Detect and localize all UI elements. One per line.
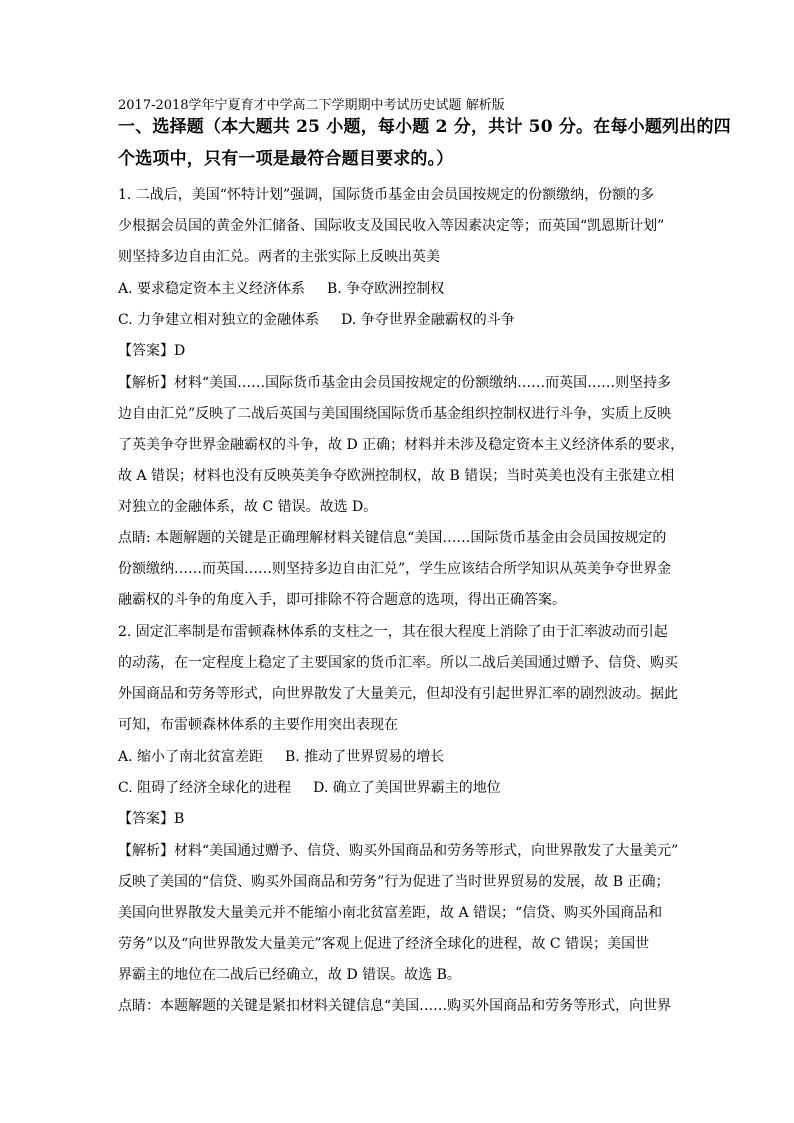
q1-option-d: D. 争夺世界金融霸权的斗争 — [341, 312, 515, 328]
q2-stem-line: 可知，布雷顿森林体系的主要作用突出表现在 — [118, 717, 398, 733]
q1-answer: 【答案】D — [118, 343, 186, 359]
q1-stem-line: 少根据会员国的黄金外汇储备、国际收支及国民收入等因素决定等；而英国“凯恩斯计划” — [118, 218, 665, 234]
q1-tip-line: 融霸权的斗争的角度入手，即可排除不符合题意的选项，得出正确答案。 — [118, 592, 566, 608]
q1-analysis-line: 边自由汇兑”反映了二战后英国与美国围绕国际货币基金组织控制权进行斗争，实质上反映 — [118, 406, 672, 422]
document-title: 2017-2018学年宁夏育才中学高二下学期期中考试历史试题 解析版 — [118, 98, 505, 113]
q1-option-a: A. 要求稳定资本主义经济体系 — [118, 281, 306, 297]
section-heading-line-1: 一、选择题（本大题共 25 小题，每小题 2 分，共计 50 分。在每小题列出的四 — [118, 117, 731, 137]
q1-tip-line: 份额缴纳……而英国……则坚持多边自由汇兑”，学生应该结合所学知识从英美争夺世界金 — [118, 561, 672, 577]
q1-stem-line: 则坚持多边自由汇兑。两者的主张实际上反映出英美 — [118, 249, 440, 265]
q2-stem-line: 外国商品和劳务等形式，向世界散发了大量美元，但却没有引起世界汇率的剧烈波动。据此 — [118, 686, 678, 702]
q2-options-row-2 — [118, 778, 501, 798]
q2-analysis-line: 界霸主的地位在二战后已经确立，故 D 错误。故选 B。 — [118, 967, 461, 983]
q2-option-b: B. 推动了世界贸易的增长 — [285, 749, 445, 765]
q2-stem-line: 的动荡，在一定程度上稳定了主要国家的货币汇率。所以二战后美国通过赠予、信贷、购买 — [118, 655, 678, 671]
q1-analysis-line: 【解析】材料“美国……国际货币基金由会员国按规定的份额缴纳……而英国……则坚持多 — [118, 375, 672, 391]
q1-stem-line: 1. 二战后，美国“怀特计划”强调，国际货币基金由会员国按规定的份额缴纳，份额的多 — [118, 187, 655, 203]
q2-option-c: C. 阻碍了经济全球化的进程 — [118, 780, 292, 796]
q2-answer: 【答案】B — [118, 811, 185, 827]
q2-analysis-line: 【解析】材料“美国通过赠予、信贷、购买外国商品和劳务等形式，向世界散发了大量美元” — [118, 843, 679, 859]
q1-tip-line: 点睛: 本题解题的关键是正确理解材料关键信息“美国……国际货币基金由会员国按规定的 — [118, 530, 667, 546]
q1-option-c: C. 力争建立相对独立的金融体系 — [118, 312, 320, 328]
q2-options-row-1 — [118, 747, 444, 767]
q2-analysis-line: 美国向世界散发大量美元并不能缩小南北贫富差距，故 A 错误；“信贷、购买外国商品和 — [118, 905, 663, 921]
q2-option-a: A. 缩小了南北贫富差距 — [118, 749, 264, 765]
q2-option-d: D. 确立了美国世界霸主的地位 — [313, 780, 501, 796]
q1-options-row-2 — [118, 310, 515, 330]
q1-analysis-line: 对独立的金融体系，故 C 错误。故选 D。 — [118, 499, 378, 515]
q2-analysis-line: 劳务”以及“向世界散发大量美元”客观上促进了经济全球化的进程，故 C 错误；美国世 — [118, 936, 650, 952]
q2-stem-line: 2. 固定汇率制是布雷顿森林体系的支柱之一，其在很大程度上消除了由于汇率波动而引起 — [118, 624, 668, 640]
q2-analysis-line: 反映了美国的“信贷、购买外国商品和劳务”行为促进了当时世界贸易的发展，故 B 正确； — [118, 874, 670, 890]
q1-analysis-line: 了英美争夺世界金融霸权的斗争，故 D 正确；材料并未涉及稳定资本主义经济体系的要求， — [118, 437, 685, 453]
q1-option-b: B. 争夺欧洲控制权 — [327, 281, 445, 297]
q1-options-row-1 — [118, 279, 444, 299]
q1-analysis-line: 故 A 错误；材料也没有反映英美争夺欧洲控制权，故 B 错误；当时英美也没有主张建立相 — [118, 468, 675, 484]
q2-tip-line: 点睛：本题解题的关键是紧扣材料关键信息“美国……购买外国商品和劳务等形式，向世界 — [118, 998, 672, 1014]
section-heading-line-2: 个选项中，只有一项是最符合题目要求的。） — [118, 149, 454, 169]
